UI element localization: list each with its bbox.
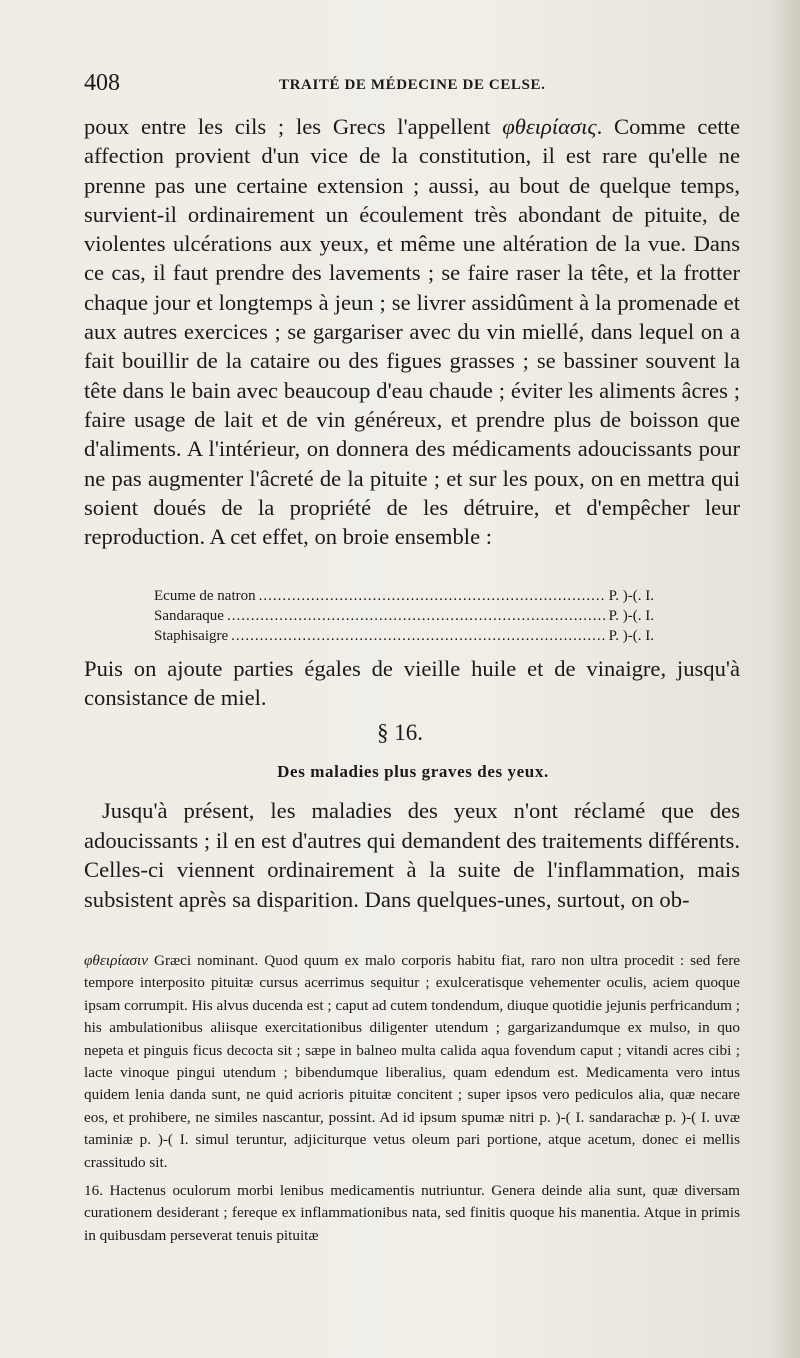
greek-term: φθειρίασις (502, 114, 597, 139)
ingredient-name: Sandaraque (154, 608, 224, 624)
recipe-row (154, 586, 654, 606)
leader-dots (259, 586, 606, 606)
section-number: § 16. (377, 720, 423, 745)
ingredient-dose: P. )-(. I. (608, 608, 654, 624)
section-title: Des maladies plus graves des yeux. (277, 762, 549, 781)
main-paragraph (84, 112, 740, 551)
note-latin-section-16: 16. Hactenus oculorum morbi lenibus medicamentis nutriuntur. Genera deinde alia sunt, quæ diversam curationem desiderant ; fereque ex inflammationibus nata, sed finitis quoque his manentia. Atque in primis in quibusdam perseverat tenuis pituitæ (84, 1182, 740, 1244)
main-text-lead: poux entre les cils ; les Grecs l'appellent (84, 114, 503, 139)
note-greek-term: φθειρίασιν (84, 952, 148, 969)
ingredient-dose: P. )-(. I. (608, 588, 654, 604)
leader-dots (227, 606, 606, 626)
closing-paragraph: Puis on ajoute parties égales de vieille huile et de vinaigre, jusqu'à consistance de miel. (84, 656, 740, 710)
ingredient-name: Staphisaigre (154, 628, 229, 644)
ingredient-name: Ecume de natron (154, 588, 256, 604)
recipe-row (154, 626, 654, 646)
page-header (84, 70, 744, 104)
page-number: 408 (84, 70, 120, 96)
section-paragraph: Jusqu'à présent, les maladies des yeux n'ont réclamé que des adoucissants ; il en est d'autres qui demandent des traitements différents. Celles-ci viennent ordinairement à la suite de l'inflammation, mais subsistent après sa disparition. Dans quelques-unes, surtout, on ob- (84, 798, 740, 912)
latin-footnotes (84, 950, 740, 1247)
leader-dots (231, 626, 605, 646)
note-latin-text: Græci nominant. Quod quum ex malo corporis habitu fiat, raro non ultra procedit : sed fere tempore interposito pituitæ cursus acerrimus sequitur ; exulceratisque vehementer oculis, aciem quoque ipsam corrumpit. His alvus ducenda est ; caput ad cutem tondendum, diuque quotidie jejunis perfricandum ; his ambulationibus aliisque exercitationibus diligenter utendum ; gargarizandumque ex mulso, in quo nepeta et pinguis ficus decocta sit ; sæpe in balneo multa calida aqua fovendum caput ; vitandi acres cibi ; lacte vinoque pingui utendum ; bibendumque liberalius, quam edendum est. Medicamenta vero intus quidem lenia danda sunt, ne quid acrioris pituitæ concitent ; super ipsos vero pediculos alia, quæ necare eos, et prohibere, ne similes nascantur, possint. Ad id ipsum spumæ nitri p. )-( I. sandarachæ p. )-( I. uvæ taminiæ p. )-( I. simul teruntur, adjiciturque vetus oleum pari portione, atque acetum, donec ei mellis crassitudo sit. (84, 952, 740, 1171)
recipe-list (154, 586, 654, 646)
recipe-row (154, 606, 654, 626)
main-text-body: . Comme cette affection provient d'un vice de la constitution, il est rare qu'elle ne prenne pas une certaine extension ; aussi, au bout de quelque temps, survient-il ordinairement un écoulement très abondant de pituite, de violentes ulcérations aux yeux, et même une altération de la vue. Dans ce cas, il faut prendre des lavements ; se faire raser la tête, et la frotter chaque jour et longtemps à jeun ; se livrer assidûment à la promenade et aux autres exercices ; se gargariser avec du vin miellé, dans lequel on a fait bouillir de la cataire ou des figues grasses ; se bassiner souvent la tête dans le bain avec beaucoup d'eau chaude ; éviter les aliments âcres ; faire usage de lait et de vin généreux, et prendre plus de boisson que d'aliments. A l'intérieur, on donnera des médicaments adoucissants pour ne pas augmenter l'âcreté de la pituite ; et sur les poux, on en mettra qui soient doués de la propriété de les détruire, et d'empêcher leur reproduction. A cet effet, on broie ensemble : (84, 114, 740, 550)
running-title: TRAITÉ DE MÉDECINE DE CELSE. (279, 77, 546, 93)
ingredient-dose: P. )-(. I. (608, 628, 654, 644)
